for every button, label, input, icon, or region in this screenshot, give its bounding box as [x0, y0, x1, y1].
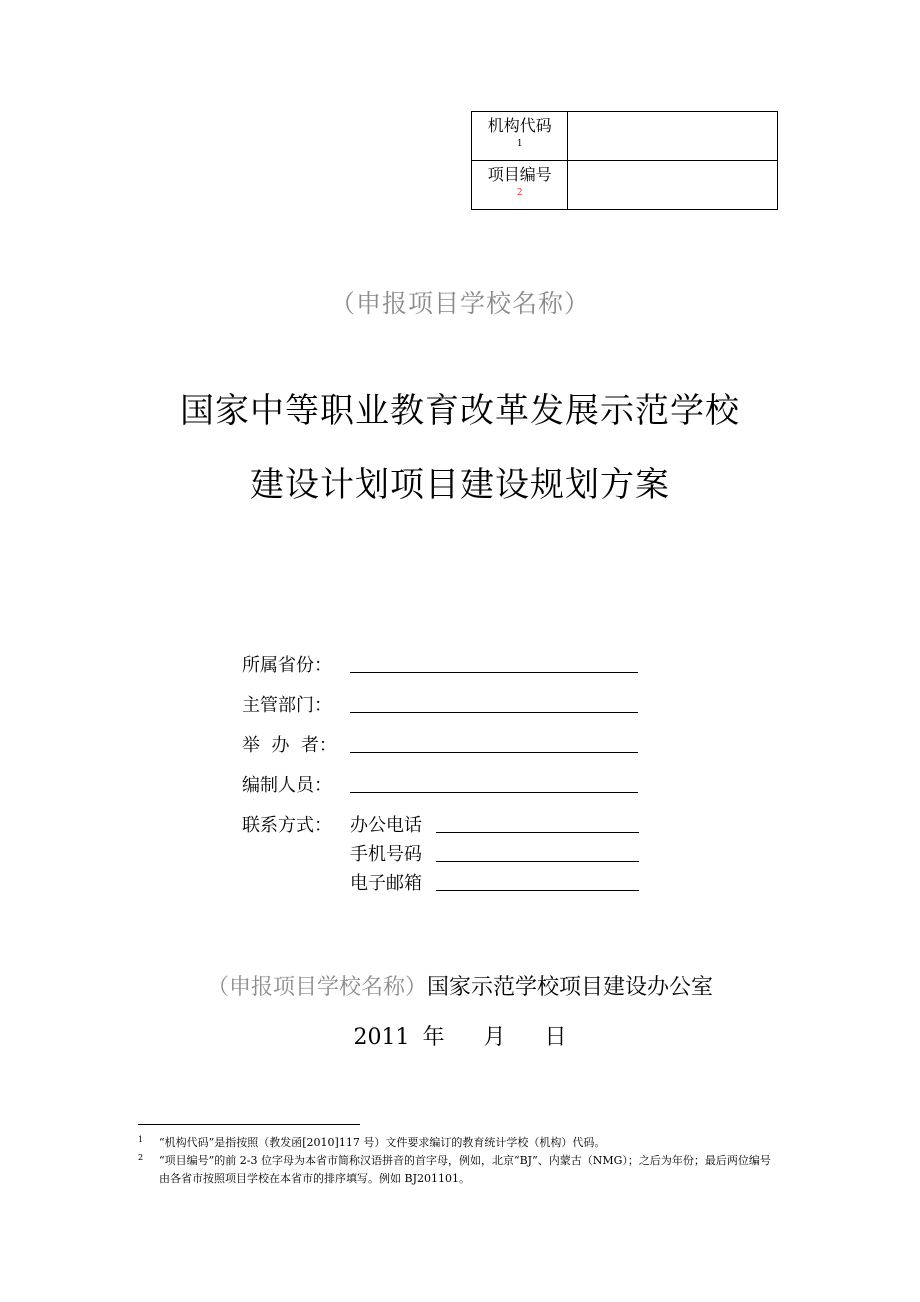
- office-name: 国家示范学校项目建设办公室: [427, 975, 714, 1000]
- office-phone-field[interactable]: [436, 832, 639, 833]
- table-row: [472, 112, 778, 161]
- page-title-line-1: 国家中等职业教育改革发展示范学校: [180, 391, 740, 431]
- footnote-ref-1: 1: [516, 139, 523, 149]
- footnote-1: [138, 1134, 778, 1152]
- mobile-field[interactable]: [436, 861, 639, 862]
- footnote-text: “机构代码”是指按照（教发函[2010]117 号）文件要求编订的教育统计学校（机构）代码。: [159, 1136, 606, 1149]
- office-school-placeholder: （申报项目学校名称）: [206, 975, 427, 1000]
- email-label: 电子邮箱: [350, 873, 422, 894]
- department-field[interactable]: [350, 712, 638, 713]
- org-code-label: 机构代码: [487, 116, 552, 135]
- sponsor-label: 举 办 者：: [242, 735, 337, 756]
- org-code-value[interactable]: [568, 112, 778, 161]
- project-number-label: 项目编号: [487, 165, 552, 184]
- footnote-2: [138, 1152, 778, 1188]
- province-row: [242, 645, 662, 685]
- province-label: 所属省份：: [242, 655, 332, 676]
- department-label: 主管部门：: [242, 695, 332, 716]
- editor-label: 编制人员：: [242, 775, 332, 796]
- mobile-label: 手机号码: [350, 844, 422, 865]
- office-line: [0, 970, 920, 1001]
- footnote-ref-2: 2: [516, 188, 523, 198]
- project-number-value[interactable]: [568, 161, 778, 210]
- contact-label: 联系方式：: [242, 815, 332, 836]
- date-line: 2011 年 月 日: [353, 1025, 567, 1050]
- footnote-number: 2: [138, 1153, 144, 1162]
- department-row: [242, 685, 662, 725]
- province-field[interactable]: [350, 672, 638, 673]
- email-field[interactable]: [436, 890, 639, 891]
- project-number-label-cell: [472, 161, 568, 210]
- contact-block: [242, 805, 662, 895]
- footnote-number: 1: [138, 1135, 144, 1144]
- sponsor-field[interactable]: [350, 752, 638, 753]
- editor-row: [242, 765, 662, 805]
- footnote-divider: [138, 1124, 360, 1125]
- page-title-line-2: 建设计划项目建设规划方案: [250, 465, 670, 505]
- table-row: [472, 161, 778, 210]
- school-name-placeholder: （申报项目学校名称）: [329, 289, 590, 318]
- footnote-text: “项目编号”的前 2-3 位字母为本省市简称汉语拼音的首字母，例如，北京“BJ”、内蒙古（NMG）；之后为年份；最后两位编号由各省市按照项目学校在本省市的排序填写。例如 BJ201101。: [159, 1154, 771, 1185]
- footnotes: [138, 1134, 778, 1188]
- editor-field[interactable]: [350, 792, 638, 793]
- sponsor-row: [242, 725, 662, 765]
- code-table: [471, 111, 778, 210]
- org-code-label-cell: [472, 112, 568, 161]
- office-phone-label: 办公电话: [350, 815, 422, 836]
- info-form: [242, 645, 662, 895]
